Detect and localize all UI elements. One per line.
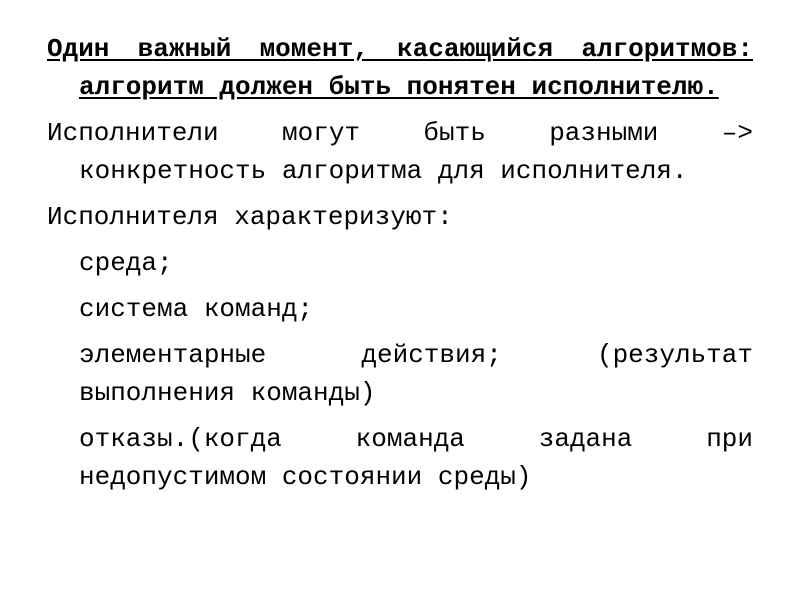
paragraph-executor-characteristics: Исполнителя характеризуют: [47, 202, 453, 232]
list-item-command-system: система команд; [79, 294, 314, 324]
paragraph-executors-vary: Исполнители могут быть разными –> конкретность алгоритма для исполнителя. [47, 118, 753, 186]
slide-body [47, 30, 753, 504]
list-item-environment: среда; [79, 248, 173, 278]
intro-statement: Один важный момент, касающийся алгоритмов: алгоритм должен быть понятен исполнителю. [47, 34, 753, 102]
list-item-elementary-actions: элементарные действия; (результат выполнения команды) [79, 340, 753, 408]
list-item-failures: отказы.(когда команда задана при недопустимом состоянии среды) [79, 424, 753, 492]
